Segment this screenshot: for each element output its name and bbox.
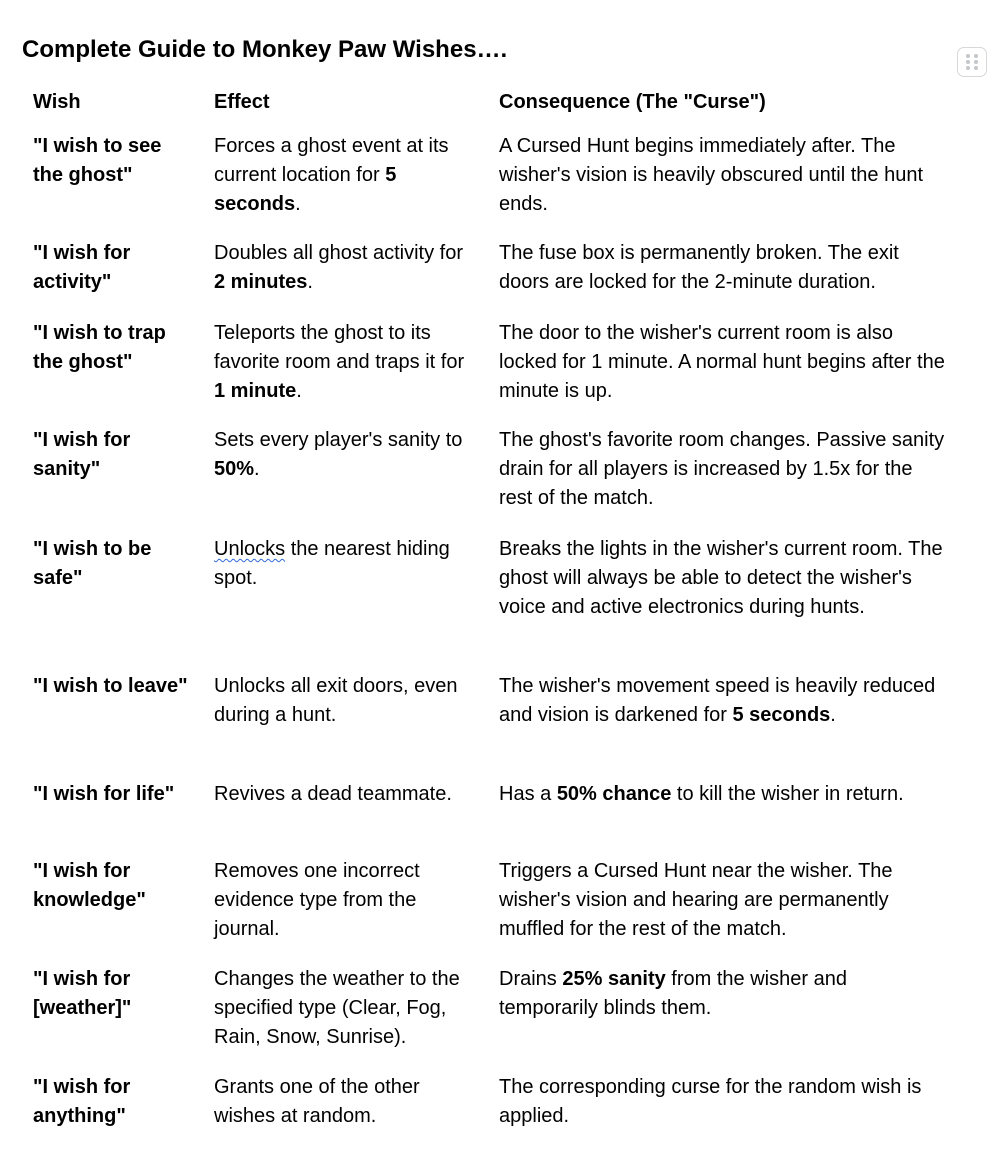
- text-run: Breaks the lights in the wisher's current room. The ghost will always be able to detect the wisher's voice and active electronics during hunts.: [499, 538, 943, 618]
- drag-handle-dot: [974, 60, 978, 64]
- effect-cell: [203, 529, 488, 666]
- wish-cell: "I wish to see the ghost": [33, 135, 162, 186]
- text-run: Doubles all ghost activity for: [214, 242, 464, 264]
- text-run: .: [254, 458, 260, 480]
- bold-text-run: 1 minute: [214, 380, 297, 402]
- consequence-cell: [488, 1067, 957, 1147]
- consequence-cell: [488, 774, 957, 851]
- effect-cell: [203, 420, 488, 529]
- text-run: A Cursed Hunt begins immediately after. The wisher's vision is heavily obscured until the hunt ends.: [499, 135, 924, 215]
- text-run: .: [296, 380, 302, 402]
- consequence-cell: [488, 420, 957, 529]
- wish-cell: "I wish for knowledge": [33, 860, 146, 911]
- table-row: [22, 666, 957, 774]
- bold-text-run: 50%: [214, 458, 255, 480]
- effect-cell: [203, 1067, 488, 1147]
- text-run: the nearest hiding spot.: [214, 538, 450, 589]
- wish-cell: "I wish for [weather]": [33, 968, 132, 1019]
- text-run: The corresponding curse for the random wish is applied.: [499, 1076, 922, 1127]
- text-run: Sets every player's sanity to: [214, 429, 463, 451]
- drag-handle-dot: [974, 66, 978, 70]
- effect-cell: [203, 774, 488, 851]
- wish-cell: "I wish to leave": [33, 675, 188, 697]
- drag-handle-dot: [974, 54, 978, 58]
- wish-cell: "I wish to trap the ghost": [33, 322, 166, 373]
- table-body: [22, 126, 957, 1147]
- drag-handle-dot: [966, 66, 970, 70]
- spellcheck-flagged-word: Unlocks: [214, 538, 286, 560]
- wish-cell: "I wish for anything": [33, 1076, 131, 1127]
- bold-text-run: 50% chance: [556, 783, 672, 805]
- drag-handle-dot: [966, 60, 970, 64]
- table-row: [22, 774, 957, 851]
- consequence-cell: [488, 666, 957, 774]
- effect-cell: [203, 851, 488, 959]
- header-consequence: Consequence (The "Curse"): [499, 91, 766, 113]
- table-drag-handle[interactable]: [957, 47, 987, 77]
- consequence-cell: [488, 313, 957, 420]
- effect-cell: [203, 126, 488, 233]
- text-run: Has a: [499, 783, 557, 805]
- header-wish: Wish: [33, 91, 81, 113]
- bold-text-run: 5 seconds: [214, 164, 397, 215]
- consequence-cell: [488, 529, 957, 666]
- text-run: Changes the weather to the specified type (Clear, Fog, Rain, Snow, Sunrise).: [214, 968, 460, 1048]
- text-run: .: [307, 271, 313, 293]
- wish-cell: "I wish for life": [33, 783, 175, 805]
- wish-cell: "I wish to be safe": [33, 538, 152, 589]
- text-run: from the wisher and temporarily blinds them.: [499, 968, 847, 1019]
- text-run: The wisher's movement speed is heavily reduced and vision is darkened for: [499, 675, 936, 726]
- text-run: Teleports the ghost to its favorite room and traps it for: [214, 322, 465, 373]
- text-run: .: [830, 704, 836, 726]
- table-row: [22, 313, 957, 420]
- text-run: Grants one of the other wishes at random.: [214, 1076, 420, 1127]
- document-title: Complete Guide to Monkey Paw Wishes….: [22, 36, 508, 63]
- consequence-cell: [488, 851, 957, 959]
- consequence-cell: [488, 233, 957, 313]
- table-row: [22, 233, 957, 313]
- table-row: [22, 959, 957, 1067]
- table-row: [22, 529, 957, 666]
- table-row: [22, 1067, 957, 1147]
- bold-text-run: 5 seconds: [732, 704, 831, 726]
- effect-cell: [203, 233, 488, 313]
- text-run: Revives a dead teammate.: [214, 783, 452, 805]
- wish-cell: "I wish for sanity": [33, 429, 131, 480]
- wishes-table: [22, 83, 957, 1147]
- drag-handle-icon: [966, 54, 970, 58]
- consequence-cell: [488, 126, 957, 233]
- text-run: to kill the wisher in return.: [671, 783, 904, 805]
- text-run: Removes one incorrect evidence type from the journal.: [214, 860, 420, 940]
- text-run: The ghost's favorite room changes. Passive sanity drain for all players is increased by 1.5x for the rest of the match.: [499, 429, 945, 509]
- effect-cell: [203, 313, 488, 420]
- text-run: The door to the wisher's current room is also locked for 1 minute. A normal hunt begins after the minute is up.: [499, 322, 945, 402]
- text-run: The fuse box is permanently broken. The exit doors are locked for the 2-minute duration.: [499, 242, 899, 293]
- effect-cell: [203, 959, 488, 1067]
- header-effect: Effect: [214, 91, 270, 113]
- bold-text-run: 2 minutes: [214, 271, 308, 293]
- table-row: [22, 851, 957, 959]
- text-run: .: [295, 193, 301, 215]
- text-run: Triggers a Cursed Hunt near the wisher. The wisher's vision and hearing are permanently muffled for the rest of the match.: [499, 860, 893, 940]
- table-row: [22, 126, 957, 233]
- text-run: Forces a ghost event at its current location for: [214, 135, 449, 186]
- text-run: Unlocks all exit doors, even during a hunt.: [214, 675, 458, 726]
- effect-cell: [203, 666, 488, 774]
- consequence-cell: [488, 959, 957, 1067]
- bold-text-run: 25% sanity: [562, 968, 666, 990]
- table-header-row: [22, 83, 957, 126]
- wish-cell: "I wish for activity": [33, 242, 131, 293]
- text-run: Drains: [499, 968, 563, 990]
- table-row: [22, 420, 957, 529]
